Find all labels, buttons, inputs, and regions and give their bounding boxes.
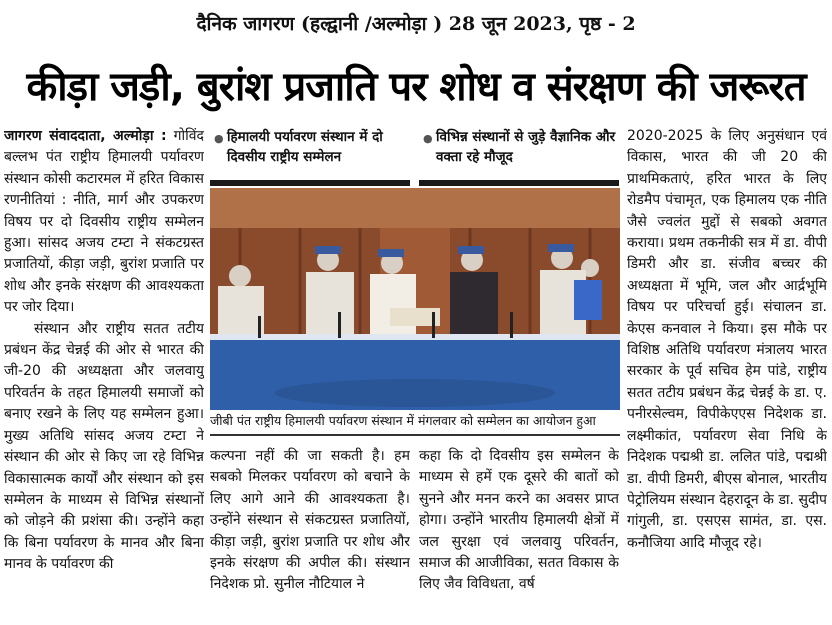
article-column-3	[419, 446, 619, 622]
caption-rule	[210, 434, 620, 436]
photo-caption: जीबी पंत राष्ट्रीय हिमालयी पर्यावरण संस्थान में मंगलवार को सम्मेलन का आयोजन हुआ	[210, 413, 596, 428]
masthead: दैनिक जागरण (हल्द्वानी /अल्मोड़ा ) 28 जून 2023, पृष्ठ - 2	[196, 13, 636, 35]
highlight-1-rule	[210, 180, 410, 186]
conference-photo	[210, 188, 620, 410]
headline: कीड़ा जड़ी, बुरांश प्रजाति पर शोध व संरक्षण की जरूरत	[26, 64, 806, 110]
article-column-1	[4, 126, 204, 622]
highlight-1-text: हिमालयी पर्यावरण संस्थान में दो दिवसीय राष्ट्रीय सम्मेलन	[227, 129, 383, 165]
article-column-4	[627, 126, 827, 622]
column-1-paragraph-1	[4, 126, 204, 319]
highlight-2-rule	[419, 180, 619, 186]
highlight-1	[213, 127, 409, 181]
column-1-paragraph-2: संस्थान और राष्ट्रीय सतत तटीय प्रबंधन केंद्र चेन्नई की ओर से भारत की जी-20 की अध्यक्षता और जलवायु परिवर्तन के तहत हिमालयी समाजों को बनाए रखने के लिए यह सम्मेलन हुआ। मुख्य अतिथि सांसद अजय टम्टा ने संस्थान की ओर से किए जा रहे विभिन्न विकासात्मक कार्यों और संस्थान को इस सम्मेलन के माध्यम से विभिन्न संस्थानों को जोड़ने की प्रशंसा की। उन्होंने कहा कि बिना पर्यावरण के मानव और बिना मानव के पर्यावरण की	[4, 320, 204, 573]
column-4-text: 2020-2025 के लिए अनुसंधान एवं विकास, भारत की जी 20 की प्राथमिकताएं, हरित भारत के लिए रोडमैप पंचामृत, एक हिमालय एक नीति जैसे ज्वलंत मुद्दों से सबको अवगत कराया। प्रथम तकनीकी सत्र में डा. वीपी डिमरी और डा. संजीव बच्चर की अध्यक्षता में भूमि, जल और आर्द्रभूमि विषय पर परिचर्चा हुई। संचालन डा. केएस कनवाल ने किया। इस मौके पर विशिष्ठ अतिथि पर्यावरण मंत्रालय भारत सरकार के पूर्व सचिव हेम पांडे, राष्ट्रीय सतत तटीय प्रबंधन केंद्र चेन्नई के डा. ए. पनीरसेल्वम, विपीकेएएस निदेशक डा. लक्ष्मीकांत, पर्यावरण सेवा निधि के निदेशक पद्मश्री डा. ललित पांडे, पद्मश्री डा. वीपी डिमरी, बीएस बोनाल, भारतीय पेट्रोलियम संस्थान देहरादून के डा. सुदीप गांगुली, डा. एसएस सामंत, डा. एस. कनौजिया आदि मौजूद रहे।	[627, 128, 827, 551]
highlight-2-text: विभिन्न संस्थानों से जुड़े वैज्ञानिक और वक्ता रहे मौजूद	[436, 129, 616, 165]
article-column-2	[210, 446, 410, 622]
bullet-icon: ●	[214, 132, 224, 145]
column-2-text: कल्पना नहीं की जा सकती है। हम सबको मिलकर पर्यावरण को बचाने के लिए आगे आने की आवश्यकता है। उन्होंने संस्थान से संकटग्रस्त प्रजातियों, कीड़ा जड़ी, बुरांश प्रजाति पर शोध और इनके संरक्षण की अपील की। संस्थान निदेशक प्रो. सुनील नौटियाल ने	[210, 448, 410, 593]
column-3-text: कहा कि दो दिवसीय इस सम्मेलन के माध्यम से हमें एक दूसरे की बातों को सुनने और मनन करने का अवसर प्राप्त होगा। उन्होंने भारतीय हिमालयी क्षेत्रों में जल सुरक्षा एवं जलवायु परिवर्तन, समाज की आजीविका, सतत विकास के लिए जैव विविधता, वर्ष	[419, 448, 619, 593]
column-1-text-1: गोविंद बल्लभ पंत राष्ट्रीय हिमालयी पर्यावरण संस्थान कोसी कटारमल में हरित विकास रणनीतियां : नीति, मार्ग और उपकरण विषय पर दो दिवसीय राष्ट्रीय सम्मेलन हुआ। सांसद अजय टम्टा ने संकटग्रस्त प्रजातियों, कीड़ा जड़ी, बुरांश प्रजाति पर शोध और इनके संरक्षण की आवश्यकता पर जोर दिया।	[4, 128, 204, 316]
bullet-icon: ●	[423, 132, 433, 145]
byline: जागरण संवाददाता, अल्मोड़ा :	[4, 128, 167, 144]
highlight-2	[422, 127, 618, 181]
conference-photo-illustration	[210, 188, 620, 410]
